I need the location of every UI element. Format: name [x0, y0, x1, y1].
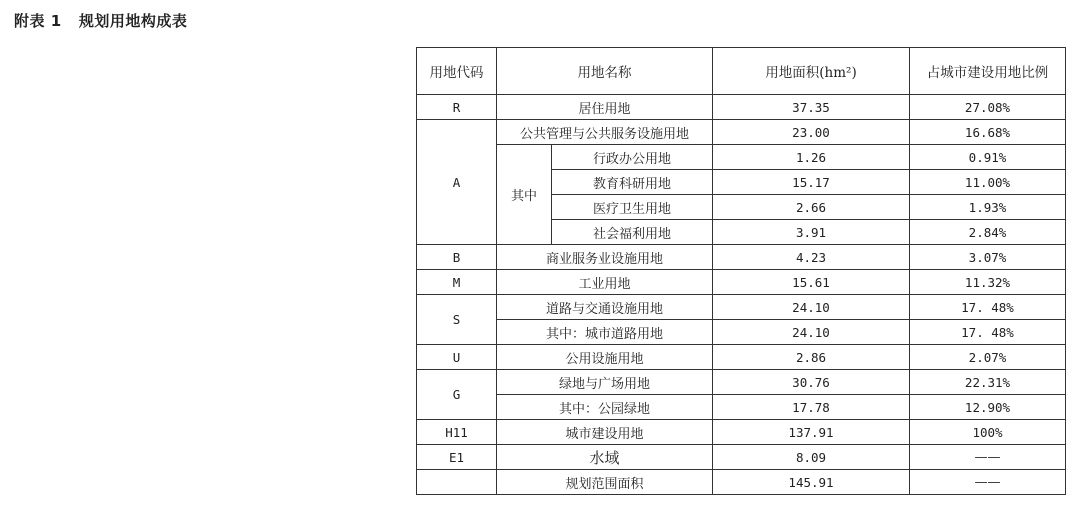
row-area: 17.78	[713, 395, 910, 420]
row-name: 绿地与广场用地	[497, 370, 713, 395]
row-area: 2.66	[713, 195, 910, 220]
table-row	[417, 445, 1066, 470]
header-code: 用地代码	[417, 48, 497, 95]
row-area: 1.26	[713, 145, 910, 170]
row-name: 居住用地	[497, 95, 713, 120]
header-area: 用地面积(hm²)	[713, 48, 910, 95]
row-ratio: 11.00%	[910, 170, 1066, 195]
row-area: 15.61	[713, 270, 910, 295]
row-code: H11	[417, 420, 497, 445]
table-row	[417, 345, 1066, 370]
row-area: 137.91	[713, 420, 910, 445]
row-name: 城市建设用地	[497, 420, 713, 445]
table-row	[417, 145, 1066, 170]
row-area: 2.86	[713, 345, 910, 370]
row-code: B	[417, 245, 497, 270]
row-code: A	[417, 120, 497, 245]
row-ratio: ——	[910, 445, 1066, 470]
header-ratio: 占城市建设用地比例	[910, 48, 1066, 95]
table-row	[417, 120, 1066, 145]
sub-label: 其中	[497, 145, 552, 245]
row-ratio: 11.32%	[910, 270, 1066, 295]
row-code: G	[417, 370, 497, 420]
row-name: 社会福利用地	[552, 220, 713, 245]
row-name: 工业用地	[497, 270, 713, 295]
row-code: S	[417, 295, 497, 345]
land-use-table	[416, 47, 1066, 495]
table-row	[417, 395, 1066, 420]
table-row	[417, 95, 1066, 120]
row-area: 37.35	[713, 95, 910, 120]
row-ratio: 16.68%	[910, 120, 1066, 145]
row-area: 24.10	[713, 295, 910, 320]
row-ratio: 2.07%	[910, 345, 1066, 370]
row-code	[417, 470, 497, 495]
table-row	[417, 420, 1066, 445]
row-area: 145.91	[713, 470, 910, 495]
row-ratio: 27.08%	[910, 95, 1066, 120]
row-name: 规划范围面积	[497, 470, 713, 495]
row-ratio: 2.84%	[910, 220, 1066, 245]
row-area: 3.91	[713, 220, 910, 245]
row-area: 24.10	[713, 320, 910, 345]
table-row	[417, 320, 1066, 345]
table-row	[417, 470, 1066, 495]
row-name: 商业服务业设施用地	[497, 245, 713, 270]
row-area: 8.09	[713, 445, 910, 470]
table-row	[417, 370, 1066, 395]
row-name: 教育科研用地	[552, 170, 713, 195]
table-row	[417, 245, 1066, 270]
header-name: 用地名称	[497, 48, 713, 95]
table-row	[417, 270, 1066, 295]
row-name: 公共管理与公共服务设施用地	[497, 120, 713, 145]
table-row	[417, 295, 1066, 320]
row-area: 15.17	[713, 170, 910, 195]
row-area: 23.00	[713, 120, 910, 145]
row-name: 道路与交通设施用地	[497, 295, 713, 320]
row-ratio: ——	[910, 470, 1066, 495]
row-name: 水域	[497, 445, 713, 470]
row-code: U	[417, 345, 497, 370]
row-name: 行政办公用地	[552, 145, 713, 170]
row-name: 医疗卫生用地	[552, 195, 713, 220]
row-ratio: 22.31%	[910, 370, 1066, 395]
row-ratio: 0.91%	[910, 145, 1066, 170]
row-name: 其中：城市道路用地	[497, 320, 713, 345]
table-caption: 附表 1 规划用地构成表	[14, 12, 188, 30]
row-ratio: 12.90%	[910, 395, 1066, 420]
row-ratio: 100%	[910, 420, 1066, 445]
row-name: 其中：公园绿地	[497, 395, 713, 420]
row-code: R	[417, 95, 497, 120]
row-code: M	[417, 270, 497, 295]
row-ratio: 17. 48%	[910, 295, 1066, 320]
row-area: 4.23	[713, 245, 910, 270]
row-code: E1	[417, 445, 497, 470]
row-name: 公用设施用地	[497, 345, 713, 370]
row-ratio: 17. 48%	[910, 320, 1066, 345]
row-ratio: 1.93%	[910, 195, 1066, 220]
row-area: 30.76	[713, 370, 910, 395]
header-row	[417, 48, 1066, 95]
row-ratio: 3.07%	[910, 245, 1066, 270]
